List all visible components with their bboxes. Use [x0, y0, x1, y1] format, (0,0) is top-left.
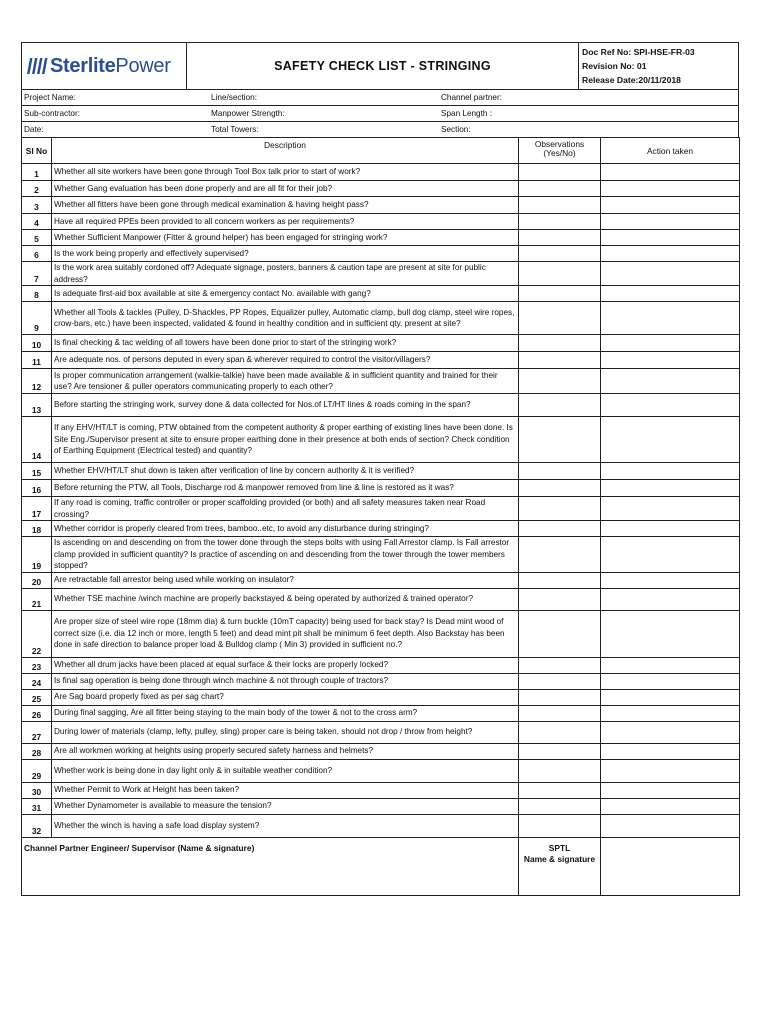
table-row: [22, 721, 740, 743]
page-title: SAFETY CHECK LIST - STRINGING: [187, 43, 579, 89]
item-description: Is final checking & tac welding of all towers have been done prior to start of the stringing work?: [52, 335, 519, 352]
item-description: Whether Permit to Work at Height has been taken?: [52, 782, 519, 798]
observation-cell[interactable]: [519, 302, 601, 335]
table-row: [22, 537, 740, 573]
action-taken-cell[interactable]: [601, 394, 740, 417]
observation-cell[interactable]: [519, 497, 601, 521]
observation-cell[interactable]: [519, 230, 601, 246]
table-header-row: [22, 138, 740, 164]
logo-text: SterlitePower: [50, 54, 171, 77]
table-row: [22, 394, 740, 417]
date-field[interactable]: Date:: [24, 125, 44, 134]
observation-cell[interactable]: [519, 262, 601, 286]
action-taken-cell[interactable]: [601, 214, 740, 230]
item-description: Whether work is being done in day light only & in suitable weather condition?: [52, 759, 519, 782]
engineer-signature-label: Channel Partner Engineer/ Supervisor (Name & signature): [22, 837, 519, 895]
item-number: 9: [22, 302, 52, 335]
item-description: During lower of materials (clamp, lefty, pulley, sling) proper care is being taken, should not drop / throw from height?: [52, 721, 519, 743]
observation-cell[interactable]: [519, 705, 601, 721]
observation-cell[interactable]: [519, 657, 601, 673]
item-description: Are Sag board properly fixed as per sag chart?: [52, 689, 519, 705]
item-number: 2: [22, 181, 52, 197]
observation-cell[interactable]: [519, 743, 601, 759]
action-taken-cell[interactable]: [601, 352, 740, 369]
action-taken-cell[interactable]: [601, 335, 740, 352]
item-description: Have all required PPEs been provided to all concern workers as per requirements?: [52, 214, 519, 230]
item-number: 32: [22, 814, 52, 837]
item-description: Whether the winch is having a safe load display system?: [52, 814, 519, 837]
table-row: [22, 497, 740, 521]
checklist-table: [21, 137, 740, 896]
signature-row: [22, 837, 740, 895]
table-row: [22, 214, 740, 230]
item-description: During final sagging, Are all fitter being staying to the main body of the tower & not to the cross arm?: [52, 705, 519, 721]
action-taken-cell[interactable]: [601, 246, 740, 262]
observation-cell[interactable]: [519, 814, 601, 837]
table-row: [22, 286, 740, 302]
item-description: Is the work area suitably cordoned off? Adequate signage, posters, banners & caution tape are present at site for public address?: [52, 262, 519, 286]
item-number: 30: [22, 782, 52, 798]
action-taken-cell[interactable]: [601, 743, 740, 759]
action-taken-cell[interactable]: [601, 588, 740, 610]
observation-cell[interactable]: [519, 352, 601, 369]
doc-ref: Doc Ref No: SPI-HSE-FR-03: [582, 47, 695, 57]
observation-cell[interactable]: [519, 759, 601, 782]
item-description: Whether all fitters have been gone through medical examination & having height pass?: [52, 197, 519, 214]
item-number: 28: [22, 743, 52, 759]
document-meta: [579, 43, 738, 89]
table-row: [22, 197, 740, 214]
action-taken-cell[interactable]: [601, 521, 740, 537]
item-description: Are adequate nos. of persons deputed in every span & wherever required to control the visitor/villagers?: [52, 352, 519, 369]
line-section-field[interactable]: Line/section:: [211, 93, 257, 102]
revision-no: Revision No: 01: [582, 61, 647, 71]
col-action-taken: Action taken: [601, 138, 740, 164]
item-number: 27: [22, 721, 52, 743]
table-row: [22, 759, 740, 782]
action-taken-cell[interactable]: [601, 782, 740, 798]
item-description: Whether all Tools & tackles (Pulley, D-Shackles, PP Ropes, Equalizer pulley, Automatic clamp, bull dog clamp, steel wire ropes, crow-bars, etc.) have been inspected, validated & found in healthy condition and in sufficient qty. present at site?: [52, 302, 519, 335]
item-number: 18: [22, 521, 52, 537]
action-taken-cell[interactable]: [601, 610, 740, 657]
col-description: Description: [52, 138, 519, 164]
info-row: [22, 122, 738, 137]
item-description: If any road is coming, traffic controller or proper scaffolding provided (or both) and all safety measures taken near Road crossing?: [52, 497, 519, 521]
action-taken-cell[interactable]: [601, 369, 740, 394]
span-length-field[interactable]: Span Length :: [441, 109, 492, 118]
action-taken-cell[interactable]: [601, 759, 740, 782]
table-row: [22, 689, 740, 705]
item-number: 29: [22, 759, 52, 782]
info-row: [22, 90, 738, 106]
item-description: Whether all drum jacks have been placed at equal surface & their locks are properly locked?: [52, 657, 519, 673]
table-row: [22, 369, 740, 394]
item-description: Whether corridor is properly cleared from trees, bamboo..etc, to avoid any disturbance during stringing?: [52, 521, 519, 537]
action-taken-cell[interactable]: [601, 689, 740, 705]
table-row: [22, 814, 740, 837]
table-row: [22, 657, 740, 673]
observation-cell[interactable]: [519, 164, 601, 181]
item-number: 11: [22, 352, 52, 369]
release-date: Release Date:20/11/2018: [582, 75, 681, 85]
table-row: [22, 673, 740, 689]
item-description: Is ascending on and descending on from the tower done through the steps bolts with using Fall Arrestor clamp. Is Fall arrestor clamp provided in sufficient quantity? Is practice of ascending on and descending from the tower through the tower members stopped?: [52, 537, 519, 573]
table-row: [22, 230, 740, 246]
item-number: 12: [22, 369, 52, 394]
action-taken-cell[interactable]: [601, 181, 740, 197]
table-row: [22, 480, 740, 497]
observation-cell[interactable]: [519, 246, 601, 262]
observation-cell[interactable]: [519, 417, 601, 463]
table-row: [22, 463, 740, 480]
observation-cell[interactable]: [519, 335, 601, 352]
col-observations: Observations (Yes/No): [519, 138, 601, 164]
action-taken-cell[interactable]: [601, 497, 740, 521]
table-row: [22, 181, 740, 197]
item-number: 5: [22, 230, 52, 246]
action-taken-cell[interactable]: [601, 262, 740, 286]
sptl-sub-label: Name & signature: [523, 853, 596, 864]
item-number: 21: [22, 588, 52, 610]
observation-cell[interactable]: [519, 572, 601, 588]
observation-cell[interactable]: [519, 197, 601, 214]
observation-cell[interactable]: [519, 521, 601, 537]
observation-cell[interactable]: [519, 394, 601, 417]
action-taken-cell[interactable]: [601, 197, 740, 214]
item-number: 17: [22, 497, 52, 521]
observation-cell[interactable]: [519, 721, 601, 743]
observation-cell[interactable]: [519, 782, 601, 798]
observation-cell[interactable]: [519, 673, 601, 689]
table-row: [22, 588, 740, 610]
item-description: Whether Sufficient Manpower (Fitter & ground helper) has been engaged for stringing work?: [52, 230, 519, 246]
observation-cell[interactable]: [519, 286, 601, 302]
table-row: [22, 610, 740, 657]
item-number: 23: [22, 657, 52, 673]
observation-cell[interactable]: [519, 480, 601, 497]
total-towers-field[interactable]: Total Towers:: [211, 125, 259, 134]
action-taken-cell[interactable]: [601, 302, 740, 335]
table-row: [22, 262, 740, 286]
checklist-sheet: [21, 42, 739, 896]
action-taken-cell[interactable]: [601, 798, 740, 814]
item-description: Is the work being properly and effectively supervised?: [52, 246, 519, 262]
action-taken-cell[interactable]: [601, 480, 740, 497]
item-number: 20: [22, 572, 52, 588]
item-number: 8: [22, 286, 52, 302]
item-description: Are all workmen working at heights using properly secured safety harness and helmets?: [52, 743, 519, 759]
observation-cell[interactable]: [519, 214, 601, 230]
observation-cell[interactable]: [519, 181, 601, 197]
action-taken-cell[interactable]: [601, 286, 740, 302]
sub-contractor-field[interactable]: Sub-contractor:: [24, 109, 80, 118]
action-taken-cell[interactable]: [601, 463, 740, 480]
action-taken-cell[interactable]: [601, 417, 740, 463]
table-row: [22, 572, 740, 588]
item-number: 22: [22, 610, 52, 657]
item-description: Is final sag operation is being done through winch machine & not through couple of tractors?: [52, 673, 519, 689]
sptl-signature-label: [519, 837, 601, 895]
item-description: Whether Dynamometer is available to measure the tension?: [52, 798, 519, 814]
observation-cell[interactable]: [519, 537, 601, 573]
item-number: 15: [22, 463, 52, 480]
logo: [22, 43, 187, 89]
table-row: [22, 164, 740, 181]
table-row: [22, 352, 740, 369]
sptl-label: SPTL: [548, 842, 571, 853]
table-row: [22, 335, 740, 352]
action-taken-cell[interactable]: [601, 572, 740, 588]
sptl-signature-cell[interactable]: [601, 837, 740, 895]
item-number: 25: [22, 689, 52, 705]
item-number: 4: [22, 214, 52, 230]
item-number: 1: [22, 164, 52, 181]
item-description: Before returning the PTW, all Tools, Discharge rod & manpower removed from line & line is restored as it was?: [52, 480, 519, 497]
item-number: 7: [22, 262, 52, 286]
table-row: [22, 798, 740, 814]
section-field[interactable]: Section:: [441, 125, 471, 134]
info-row: [22, 106, 738, 122]
channel-partner-field[interactable]: Channel partner:: [441, 93, 502, 102]
item-number: 24: [22, 673, 52, 689]
table-row: [22, 705, 740, 721]
action-taken-cell[interactable]: [601, 673, 740, 689]
action-taken-cell[interactable]: [601, 814, 740, 837]
table-row: [22, 302, 740, 335]
item-number: 19: [22, 537, 52, 573]
item-description: Are retractable fall arrestor being used while working on insulator?: [52, 572, 519, 588]
item-description: Whether all site workers have been gone through Tool Box talk prior to start of work?: [52, 164, 519, 181]
item-description: Whether Gang evaluation has been done properly and are all fit for their job?: [52, 181, 519, 197]
project-name-field[interactable]: Project Name:: [24, 93, 76, 102]
item-description: Whether TSE machine /winch machine are properly backstayed & being operated by authorized & trained operator?: [52, 588, 519, 610]
item-description: Is adequate first-aid box available at site & emergency contact No. available with gang?: [52, 286, 519, 302]
action-taken-cell[interactable]: [601, 537, 740, 573]
observation-cell[interactable]: [519, 369, 601, 394]
table-row: [22, 521, 740, 537]
item-number: 14: [22, 417, 52, 463]
item-description: If any EHV/HT/LT is coming, PTW obtained from the competent authority & proper earthing of existing lines have been done. Is Site Eng./Supervisor present at site to ensure proper earthing done in their presence at both ends of section? Check condition of Earthing Equipment (Electrical tested) and quantity?: [52, 417, 519, 463]
table-row: [22, 743, 740, 759]
action-taken-cell[interactable]: [601, 705, 740, 721]
item-number: 3: [22, 197, 52, 214]
sterlite-logo-icon: [26, 55, 48, 77]
observation-cell[interactable]: [519, 689, 601, 705]
table-row: [22, 246, 740, 262]
item-description: Before starting the stringing work, survey done & data collected for Nos.of LT/HT lines & roads coming in the span?: [52, 394, 519, 417]
observation-cell[interactable]: [519, 798, 601, 814]
item-number: 31: [22, 798, 52, 814]
item-description: Are proper size of steel wire rope (18mm dia) & turn buckle (10mT capacity) being used for back stay? Is Dead mint wood of correct size (i.e. dia 12 inch or more, length 5 feet) and dead mint pit shall be minimum 6 feet depth. Also Backstay has been done in safe direction to balance proper load & Bulldog clamp ( Min 3) provided in sufficient no.?: [52, 610, 519, 657]
table-row: [22, 782, 740, 798]
observation-cell[interactable]: [519, 588, 601, 610]
observation-cell[interactable]: [519, 610, 601, 657]
item-number: 10: [22, 335, 52, 352]
item-number: 13: [22, 394, 52, 417]
item-description: Whether EHV/HT/LT shut down is taken after verification of line by concern authority & it is verified?: [52, 463, 519, 480]
action-taken-cell[interactable]: [601, 230, 740, 246]
col-sl-no: Sl No: [22, 138, 52, 164]
action-taken-cell[interactable]: [601, 164, 740, 181]
action-taken-cell[interactable]: [601, 657, 740, 673]
item-number: 6: [22, 246, 52, 262]
item-number: 16: [22, 480, 52, 497]
item-description: Is proper communication arrangement (walkie-talkie) have been made available & in sufficient quantity and trained for their use? Are tensioner & puller operators communicating properly to each other?: [52, 369, 519, 394]
action-taken-cell[interactable]: [601, 721, 740, 743]
project-info: [21, 89, 739, 137]
header: [21, 42, 739, 89]
item-number: 26: [22, 705, 52, 721]
manpower-field[interactable]: Manpower Strength:: [211, 109, 285, 118]
table-row: [22, 417, 740, 463]
observation-cell[interactable]: [519, 463, 601, 480]
